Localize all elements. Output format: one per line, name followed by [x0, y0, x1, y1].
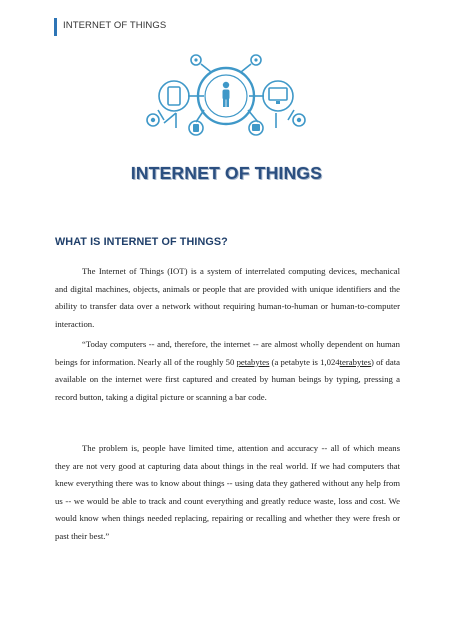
page-header	[54, 18, 453, 36]
paragraph-definition: The Internet of Things (IOT) is a system of interrelated computing devices, mechanical and digital machines, objects, animals or people that are provided with unique identifiers and the ability to transfer data over a network without requiring human-to-human or human-to-computer interaction.	[55, 266, 400, 329]
paragraph-problem: The problem is, people have limited time, attention and accuracy -- all of which means they are not very good at capturing data about things in the real world. If we had computers that knew everything there was to know about things -- using data they gathered without any help from us -- we would be able to track and count everything and greatly reduce waste, loss and cost. We would know when things needed replacing, repairing or recalling and whether they were fresh or past their best.”	[55, 443, 400, 541]
document-title: INTERNET OF THINGS	[130, 163, 323, 183]
header-accent-bar	[54, 18, 57, 36]
paragraph-quote	[55, 336, 400, 406]
header-title: INTERNET OF THINGS	[63, 20, 167, 31]
iot-illustration	[136, 48, 316, 156]
quote-text-b: (a petabyte is 1,024	[269, 356, 340, 367]
petabytes-link[interactable]: petabytes	[236, 356, 270, 367]
section-heading: WHAT IS INTERNET OF THINGS?	[55, 236, 228, 248]
terabytes-link[interactable]: terabytes	[339, 356, 371, 367]
quote-text-a: “Today computers -- and, therefore, the internet -- are almost wholly dependent on human beings for information. Nearly all of the roughly 50	[55, 339, 400, 367]
quote-text-c: ) of data available on the internet were first captured and created by human beings by typing, pressing a record button, taking a digital picture or scanning a bar code.	[55, 356, 400, 402]
